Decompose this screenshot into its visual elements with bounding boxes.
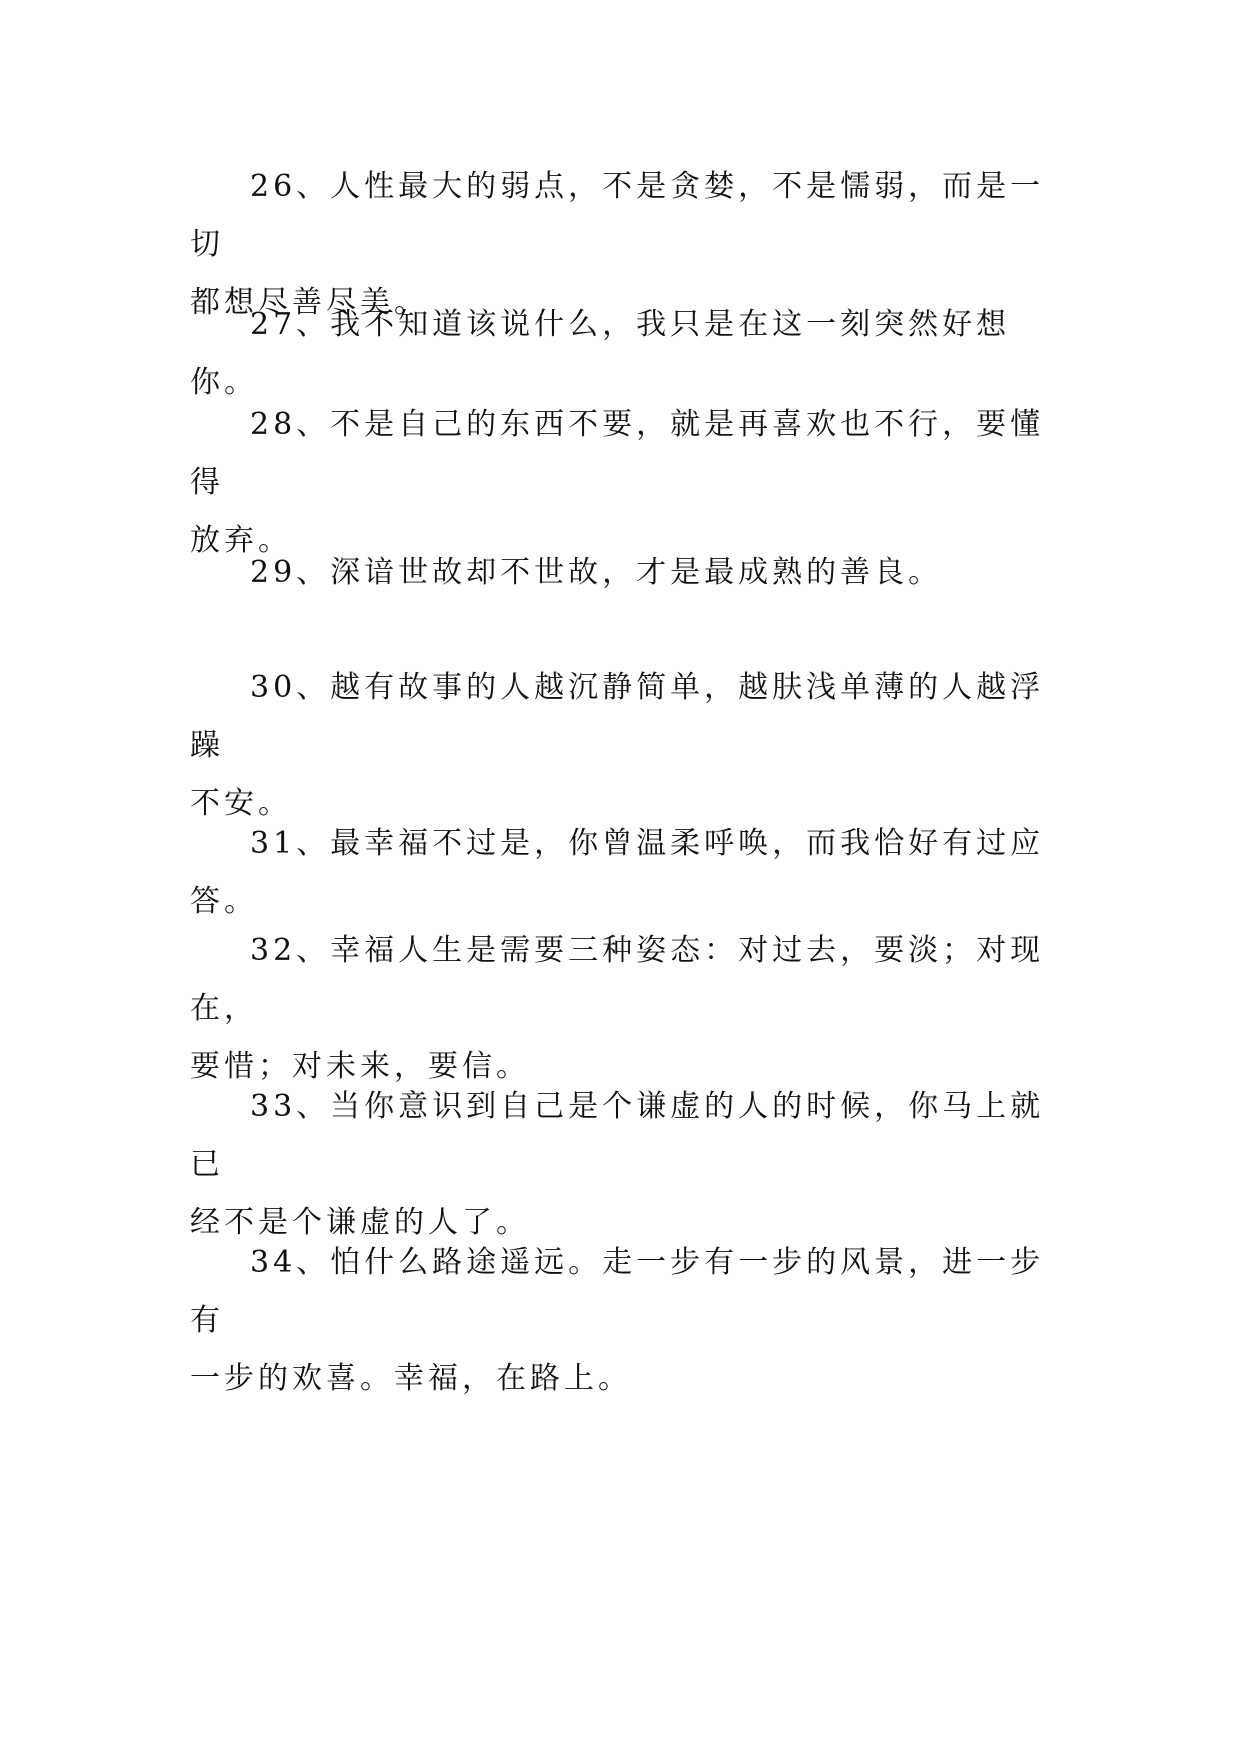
- paragraph-29: [190, 544, 1070, 602]
- paragraph-line: 31、最幸福不过是，你曾温柔呼唤，而我恰好有过应答。: [190, 826, 1045, 919]
- paragraph-line: 一步的欢喜。幸福，在路上。: [190, 1361, 632, 1396]
- paragraph-line: 28、不是自己的东西不要，就是再喜欢也不行，要懂得: [190, 407, 1045, 500]
- paragraph-line: 不安。: [190, 786, 292, 821]
- paragraph-line: 27、我不知道该说什么，我只是在这一刻突然好想你。: [190, 307, 1011, 400]
- paragraph-line: 32、幸福人生是需要三种姿态：对过去，要淡；对现在，: [190, 933, 1045, 1026]
- paragraph-line: 33、当你意识到自己是个谦虚的人的时候，你马上就已: [190, 1089, 1045, 1182]
- paragraph-line: 要惜；对未来，要信。: [190, 1049, 530, 1084]
- paragraph-line: 30、越有故事的人越沉静简单，越肤浅单薄的人越浮躁: [190, 670, 1045, 763]
- paragraph-line: 26、人性最大的弱点，不是贪婪，不是懦弱，而是一切: [190, 169, 1045, 262]
- paragraph-line: 都想尽善尽美。: [190, 285, 428, 320]
- paragraph-27: [190, 296, 1070, 412]
- paragraph-line: 放弃。: [190, 523, 292, 558]
- paragraph-line: 34、怕什么路途遥远。走一步有一步的风景，进一步有: [190, 1245, 1045, 1338]
- paragraph-32: [190, 922, 1070, 1096]
- paragraph-30: [190, 659, 1070, 833]
- paragraph-31: [190, 815, 1070, 931]
- paragraph-line: 经不是个谦虚的人了。: [190, 1205, 530, 1240]
- paragraph-line: 29、深谙世故却不世故，才是最成熟的善良。: [250, 555, 943, 590]
- paragraph-33: [190, 1078, 1070, 1252]
- paragraph-34: [190, 1234, 1070, 1408]
